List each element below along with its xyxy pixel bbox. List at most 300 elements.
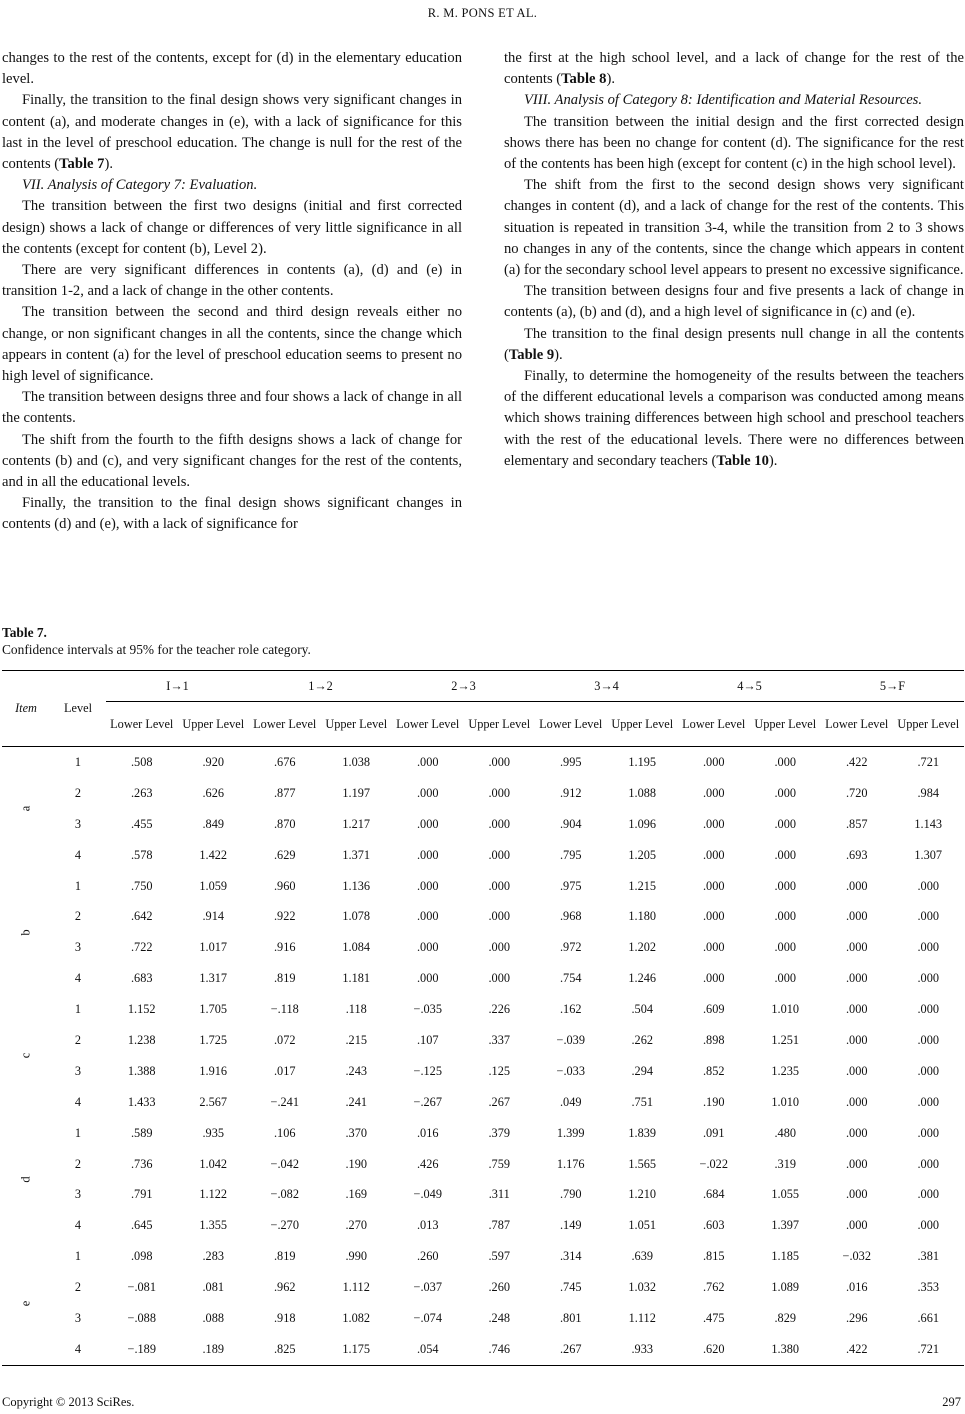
lower-value-cell: .000	[845, 1125, 868, 1140]
lower-value-cell: .791	[130, 1187, 153, 1202]
paragraph-text: There are very significant differences in contents (a), (d) and (e) in transition 1-2, and a lack of change in the other contents.	[2, 262, 462, 300]
upper-value-cell: 1.371	[342, 847, 371, 862]
paragraph	[2, 430, 462, 494]
level-cell: 1	[74, 1125, 82, 1140]
upper-value-cell: .260	[488, 1280, 511, 1295]
lower-value-cell: .508	[130, 754, 153, 769]
lower-level-header: Lower Level	[106, 702, 178, 747]
right-text-column	[504, 48, 964, 472]
upper-value-cell: 1.217	[342, 816, 371, 831]
lower-value-cell: .017	[273, 1063, 296, 1078]
paragraph	[2, 387, 462, 429]
upper-value-cell: .000	[488, 971, 511, 986]
lower-value-cell: .000	[702, 940, 725, 955]
table-row	[2, 1025, 964, 1056]
paragraph	[504, 48, 964, 90]
paragraph	[2, 90, 462, 175]
level-cell: 1	[74, 1249, 82, 1264]
table-caption-text: Confidence intervals at 95% for the teacher role category.	[2, 642, 311, 657]
lower-value-cell: .000	[416, 816, 439, 831]
upper-value-cell: .661	[917, 1310, 940, 1325]
lower-value-cell: .922	[273, 909, 296, 924]
upper-value-cell: .721	[917, 1341, 940, 1356]
lower-value-cell: .762	[702, 1280, 725, 1295]
lower-value-cell: .825	[273, 1341, 296, 1356]
section-heading	[504, 90, 964, 111]
upper-level-header: Upper Level	[750, 702, 822, 747]
upper-value-cell: .000	[917, 1187, 940, 1202]
transition-header: I→1	[106, 671, 249, 702]
upper-value-cell: .283	[202, 1249, 225, 1264]
upper-value-cell: 1.136	[342, 878, 371, 893]
lower-value-cell: −.032	[842, 1249, 871, 1264]
upper-value-cell: .000	[774, 816, 797, 831]
upper-value-cell: .169	[345, 1187, 368, 1202]
table-row	[2, 1241, 964, 1272]
table-row	[2, 871, 964, 902]
upper-level-header: Upper Level	[607, 702, 679, 747]
level-cell: 3	[74, 1063, 82, 1078]
upper-value-cell: .990	[345, 1249, 368, 1264]
upper-value-cell: 1.180	[628, 909, 657, 924]
table-caption	[2, 624, 311, 658]
upper-value-cell: .000	[488, 785, 511, 800]
upper-value-cell: .088	[202, 1310, 225, 1325]
paragraph-text: Finally, the transition to the final design shows significant changes in contents (d) and (e), with a lack of significance for	[2, 495, 462, 533]
upper-value-cell: .294	[631, 1063, 654, 1078]
lower-value-cell: .314	[559, 1249, 582, 1264]
upper-value-cell: 1.725	[199, 1032, 228, 1047]
lower-value-cell: 1.388	[127, 1063, 156, 1078]
transition-header: 5→F	[821, 671, 964, 702]
upper-value-cell: .000	[917, 1156, 940, 1171]
upper-value-cell: .000	[774, 878, 797, 893]
lower-value-cell: .962	[273, 1280, 296, 1295]
lower-value-cell: .013	[416, 1218, 439, 1233]
lower-value-cell: .016	[845, 1280, 868, 1295]
upper-value-cell: 1.205	[628, 847, 657, 862]
upper-value-cell: 1.251	[771, 1032, 800, 1047]
lower-value-cell: .000	[845, 1032, 868, 1047]
lower-value-cell: −.125	[413, 1063, 442, 1078]
upper-value-cell: .000	[488, 909, 511, 924]
upper-value-cell: .000	[488, 754, 511, 769]
transition-header: 2→3	[392, 671, 535, 702]
lower-value-cell: .000	[702, 878, 725, 893]
lower-value-cell: .578	[130, 847, 153, 862]
upper-value-cell: 1.175	[342, 1341, 371, 1356]
upper-value-cell: .381	[917, 1249, 940, 1264]
lower-value-cell: .098	[130, 1249, 153, 1264]
upper-level-header: Upper Level	[464, 702, 536, 747]
paragraph	[504, 366, 964, 472]
lower-value-cell: .149	[559, 1218, 582, 1233]
lower-value-cell: −.033	[556, 1063, 585, 1078]
lower-value-cell: .000	[845, 1063, 868, 1078]
lower-value-cell: 1.152	[127, 1002, 156, 1017]
upper-value-cell: .000	[917, 1218, 940, 1233]
upper-value-cell: 1.038	[342, 754, 371, 769]
lower-value-cell: .263	[130, 785, 153, 800]
paragraph-text: VII. Analysis of Category 7: Evaluation.	[22, 177, 258, 194]
lower-level-header: Lower Level	[821, 702, 893, 747]
lower-value-cell: −.022	[699, 1156, 728, 1171]
lower-value-cell: .683	[130, 971, 153, 986]
lower-value-cell: .072	[273, 1032, 296, 1047]
item-label: e	[18, 1300, 33, 1306]
upper-value-cell: .319	[774, 1156, 797, 1171]
lower-value-cell: .972	[559, 940, 582, 955]
item-label: a	[18, 806, 33, 812]
table-row	[2, 809, 964, 840]
upper-value-cell: 1.055	[771, 1187, 800, 1202]
lower-level-header: Lower Level	[678, 702, 750, 747]
upper-value-cell: .935	[202, 1125, 225, 1140]
transition-header: 4→5	[678, 671, 821, 702]
lower-value-cell: .426	[416, 1156, 439, 1171]
upper-value-cell: .370	[345, 1125, 368, 1140]
upper-value-cell: .081	[202, 1280, 225, 1295]
upper-value-cell: 1.042	[199, 1156, 228, 1171]
table-row	[2, 778, 964, 809]
paragraph-text: The transition between the first two designs (initial and first corrected design) shows a lack of change or differences of very little significance in all the contents (except for content (b), Level 2).	[2, 198, 462, 257]
upper-value-cell: .000	[917, 1063, 940, 1078]
level-cell: 4	[74, 1094, 82, 1109]
upper-value-cell: .000	[774, 847, 797, 862]
lower-value-cell: .475	[702, 1310, 725, 1325]
upper-value-cell: .920	[202, 754, 225, 769]
lower-value-cell: .000	[416, 785, 439, 800]
item-label: c	[18, 1053, 33, 1059]
copyright-footer: Copyright © 2013 SciRes.	[2, 1395, 135, 1409]
upper-value-cell: .746	[488, 1341, 511, 1356]
upper-value-cell: 1.380	[771, 1341, 800, 1356]
paragraph-text: The transition between designs three and four shows a lack of change in all the contents.	[2, 389, 462, 427]
lower-level-header: Lower Level	[392, 702, 464, 747]
lower-value-cell: .795	[559, 847, 582, 862]
upper-value-cell: 1.235	[771, 1063, 800, 1078]
item-cell	[2, 871, 50, 995]
upper-value-cell: 1.032	[628, 1280, 657, 1295]
upper-value-cell: 1.059	[199, 878, 228, 893]
upper-value-cell: .000	[917, 1032, 940, 1047]
lower-value-cell: .790	[559, 1187, 582, 1202]
upper-value-cell: .125	[488, 1063, 511, 1078]
lower-value-cell: 1.238	[127, 1032, 156, 1047]
level-cell: 3	[74, 1187, 82, 1202]
table-row	[2, 994, 964, 1025]
lower-value-cell: .000	[845, 1094, 868, 1109]
upper-value-cell: .933	[631, 1341, 654, 1356]
item-cell	[2, 994, 50, 1118]
lower-value-cell: .107	[416, 1032, 439, 1047]
lower-value-cell: .000	[702, 785, 725, 800]
upper-value-cell: .262	[631, 1032, 654, 1047]
upper-value-cell: 1.422	[199, 847, 228, 862]
upper-value-cell: .337	[488, 1032, 511, 1047]
paragraph-text: Finally, the transition to the final design shows very significant changes in content (a), and moderate changes in (e), with a lack of significance for this last in the level of preschool education. The change is null for the rest of the contents (	[2, 92, 462, 173]
upper-value-cell: 1.565	[628, 1156, 657, 1171]
upper-value-cell: 1.202	[628, 940, 657, 955]
lower-value-cell: .000	[416, 847, 439, 862]
lower-value-cell: −.270	[270, 1218, 299, 1233]
lower-value-cell: −.118	[270, 1002, 299, 1017]
upper-value-cell: 1.078	[342, 909, 371, 924]
upper-value-cell: .000	[917, 1094, 940, 1109]
upper-value-cell: .759	[488, 1156, 511, 1171]
lower-value-cell: .000	[845, 909, 868, 924]
lower-value-cell: −.037	[413, 1280, 442, 1295]
lower-value-cell: .000	[416, 754, 439, 769]
lower-value-cell: .000	[845, 1156, 868, 1171]
upper-value-cell: .000	[917, 878, 940, 893]
paragraph	[504, 324, 964, 366]
lower-value-cell: .016	[416, 1125, 439, 1140]
upper-value-cell: 1.215	[628, 878, 657, 893]
lower-value-cell: −.088	[127, 1310, 156, 1325]
upper-value-cell: .118	[345, 1002, 367, 1017]
transition-header: 3→4	[535, 671, 678, 702]
lower-value-cell: .912	[559, 785, 582, 800]
upper-value-cell: 1.355	[199, 1218, 228, 1233]
upper-value-cell: .914	[202, 909, 225, 924]
upper-value-cell: .000	[488, 847, 511, 862]
table-row	[2, 1087, 964, 1118]
lower-value-cell: .049	[559, 1094, 582, 1109]
lower-value-cell: .091	[702, 1125, 725, 1140]
paragraph-text: the first at the high school level, and a lack of change for the rest of the contents (	[504, 50, 964, 88]
table-row	[2, 1303, 964, 1334]
paragraph-text: The transition to the final design presents null change in all the contents (	[504, 325, 964, 363]
upper-value-cell: 1.916	[199, 1063, 228, 1078]
upper-value-cell: .353	[917, 1280, 940, 1295]
level-cell: 3	[74, 940, 82, 955]
lower-value-cell: .260	[416, 1249, 439, 1264]
upper-value-cell: .000	[488, 940, 511, 955]
lower-value-cell: .609	[702, 1002, 725, 1017]
upper-value-cell: 1.246	[628, 971, 657, 986]
upper-value-cell: .000	[917, 1125, 940, 1140]
table-row	[2, 1210, 964, 1241]
lower-value-cell: .000	[845, 1218, 868, 1233]
table-row	[2, 1118, 964, 1149]
lower-value-cell: .693	[845, 847, 868, 862]
lower-value-cell: .676	[273, 754, 296, 769]
paragraph	[2, 493, 462, 535]
upper-value-cell: .849	[202, 816, 225, 831]
lower-value-cell: .642	[130, 909, 153, 924]
paragraph-text: The transition between designs four and five presents a lack of change in contents (a), (b) and (d), and a high level of significance in (c) and (e).	[504, 283, 964, 321]
upper-value-cell: 1.112	[342, 1280, 370, 1295]
lower-value-cell: .620	[702, 1341, 725, 1356]
upper-value-cell: .480	[774, 1125, 797, 1140]
lower-level-header: Lower Level	[249, 702, 321, 747]
upper-value-cell: 1.197	[342, 785, 371, 800]
confidence-interval-table	[2, 670, 964, 1366]
level-cell: 3	[74, 1310, 82, 1325]
upper-value-cell: .787	[488, 1218, 511, 1233]
upper-value-cell: 1.307	[914, 847, 943, 862]
level-cell: 1	[74, 878, 82, 893]
upper-value-cell: 1.122	[199, 1187, 228, 1202]
lower-value-cell: .736	[130, 1156, 153, 1171]
upper-value-cell: .626	[202, 785, 225, 800]
paragraph-text: The transition between the initial design and the first corrected design shows there has been no change for content (d). The significance for the rest of the contents has been high (except for content (c) in the high school level).	[504, 113, 964, 173]
item-cell	[2, 1118, 50, 1242]
lower-value-cell: .000	[416, 971, 439, 986]
lower-value-cell: .603	[702, 1218, 725, 1233]
upper-value-cell: 1.185	[771, 1249, 800, 1264]
item-header: Item	[2, 671, 50, 747]
lower-value-cell: .750	[130, 878, 153, 893]
upper-value-cell: 1.088	[628, 785, 657, 800]
upper-value-cell: 1.051	[628, 1218, 657, 1233]
upper-value-cell: 1.096	[628, 816, 657, 831]
lower-value-cell: −.049	[413, 1187, 442, 1202]
upper-value-cell: .379	[488, 1125, 511, 1140]
lower-value-cell: .000	[702, 816, 725, 831]
lower-value-cell: .267	[559, 1341, 582, 1356]
lower-level-header: Lower Level	[535, 702, 607, 747]
lower-value-cell: .857	[845, 816, 868, 831]
upper-value-cell: 1.089	[771, 1280, 800, 1295]
item-label: b	[18, 929, 33, 936]
lower-value-cell: .422	[845, 754, 868, 769]
lower-value-cell: .916	[273, 940, 296, 955]
lower-value-cell: .968	[559, 909, 582, 924]
level-header: Level	[50, 671, 106, 747]
upper-value-cell: .190	[345, 1156, 368, 1171]
upper-value-cell: .270	[345, 1218, 368, 1233]
upper-value-cell: .189	[202, 1341, 225, 1356]
lower-value-cell: .745	[559, 1280, 582, 1295]
lower-value-cell: .000	[416, 940, 439, 955]
page-number: 297	[942, 1395, 961, 1409]
upper-value-cell: .000	[774, 754, 797, 769]
paragraph-text: VIII. Analysis of Category 8: Identification and Material Resources.	[524, 92, 923, 109]
lower-value-cell: −.267	[413, 1094, 442, 1109]
upper-value-cell: 1.112	[628, 1310, 656, 1325]
lower-value-cell: −.042	[270, 1156, 299, 1171]
lower-value-cell: .629	[273, 847, 296, 862]
level-cell: 2	[74, 909, 82, 924]
upper-value-cell: 1.397	[771, 1218, 800, 1233]
lower-value-cell: .877	[273, 785, 296, 800]
upper-value-cell: 1.181	[342, 971, 371, 986]
paragraph-text: The transition between the second and third design reveals either no change, or non significant changes in all the contents, since the change which appears in content (a) for the level of preschool education seems to present no high level of significance.	[2, 304, 462, 385]
lower-value-cell: .000	[702, 971, 725, 986]
lower-value-cell: −.039	[556, 1032, 585, 1047]
lower-value-cell: .296	[845, 1310, 868, 1325]
lower-value-cell: .106	[273, 1125, 296, 1140]
level-cell: 2	[74, 785, 82, 800]
table-row	[2, 1179, 964, 1210]
level-cell: 2	[74, 1156, 82, 1171]
table-reference-link[interactable]: Table 8	[561, 71, 607, 88]
lower-value-cell: .960	[273, 878, 296, 893]
paragraph-text: Finally, to determine the homogeneity of the results between the teachers of the different educational levels a comparison was conducted among means which shows training differences between high school and preschool teachers with the rest of the educational levels. There were no differences between elementary and secondary teachers (	[504, 368, 964, 469]
lower-value-cell: 1.176	[556, 1156, 585, 1171]
upper-value-cell: .267	[488, 1094, 511, 1109]
lower-value-cell: .000	[702, 909, 725, 924]
upper-value-cell: .984	[917, 785, 940, 800]
upper-value-cell: .243	[345, 1063, 368, 1078]
lower-value-cell: .645	[130, 1218, 153, 1233]
paragraph	[504, 281, 964, 323]
lower-value-cell: .054	[416, 1341, 439, 1356]
lower-value-cell: .684	[702, 1187, 725, 1202]
item-cell	[2, 747, 50, 871]
upper-value-cell: .000	[917, 1002, 940, 1017]
lower-value-cell: 1.399	[556, 1125, 585, 1140]
table-row	[2, 1334, 964, 1365]
lower-value-cell: .000	[845, 878, 868, 893]
paragraph-text-end: ).	[606, 71, 615, 88]
paragraph-text-end: ).	[554, 346, 563, 363]
table-reference-link[interactable]: Table 9	[508, 346, 555, 363]
upper-value-cell: .226	[488, 1002, 511, 1017]
upper-value-cell: .241	[345, 1094, 368, 1109]
upper-value-cell: .000	[488, 878, 511, 893]
upper-value-cell: 1.210	[628, 1187, 657, 1202]
upper-value-cell: .000	[774, 909, 797, 924]
paragraph	[2, 260, 462, 302]
lower-value-cell: .000	[416, 909, 439, 924]
upper-value-cell: .248	[488, 1310, 511, 1325]
lower-value-cell: .918	[273, 1310, 296, 1325]
upper-value-cell: .000	[774, 940, 797, 955]
left-text-column	[2, 48, 462, 536]
lower-value-cell: .589	[130, 1125, 153, 1140]
upper-value-cell: .639	[631, 1249, 654, 1264]
upper-value-cell: 1.317	[199, 971, 228, 986]
lower-value-cell: .898	[702, 1032, 725, 1047]
paragraph-text: changes to the rest of the contents, except for (d) in the elementary education level.	[2, 50, 462, 88]
lower-value-cell: .995	[559, 754, 582, 769]
paragraph	[504, 175, 964, 281]
table-row	[2, 1056, 964, 1087]
lower-value-cell: .422	[845, 1341, 868, 1356]
upper-value-cell: 1.705	[199, 1002, 228, 1017]
upper-value-cell: .000	[917, 909, 940, 924]
table-title: Table 7.	[2, 625, 47, 640]
table-row	[2, 963, 964, 994]
lower-value-cell: .870	[273, 816, 296, 831]
lower-value-cell: −.081	[127, 1280, 156, 1295]
level-cell: 1	[74, 1002, 82, 1017]
lower-value-cell: .162	[559, 1002, 582, 1017]
lower-value-cell: .000	[702, 754, 725, 769]
lower-value-cell: −.082	[270, 1187, 299, 1202]
lower-value-cell: .975	[559, 878, 582, 893]
upper-value-cell: 2.567	[199, 1094, 228, 1109]
table-reference-link[interactable]: Table 10	[716, 452, 769, 469]
upper-value-cell: .829	[774, 1310, 797, 1325]
upper-value-cell: 1.195	[628, 754, 657, 769]
lower-value-cell: .000	[702, 847, 725, 862]
level-cell: 4	[74, 1341, 82, 1356]
upper-value-cell: 1.839	[628, 1125, 657, 1140]
lower-value-cell: .819	[273, 971, 296, 986]
table-row	[2, 901, 964, 932]
lower-value-cell: 1.433	[127, 1094, 156, 1109]
table-reference-link[interactable]: Table 7	[59, 156, 105, 173]
lower-value-cell: .819	[273, 1249, 296, 1264]
paragraph	[2, 196, 462, 260]
upper-value-cell: 1.017	[199, 940, 228, 955]
upper-value-cell: .215	[345, 1032, 368, 1047]
upper-level-header: Upper Level	[893, 702, 965, 747]
